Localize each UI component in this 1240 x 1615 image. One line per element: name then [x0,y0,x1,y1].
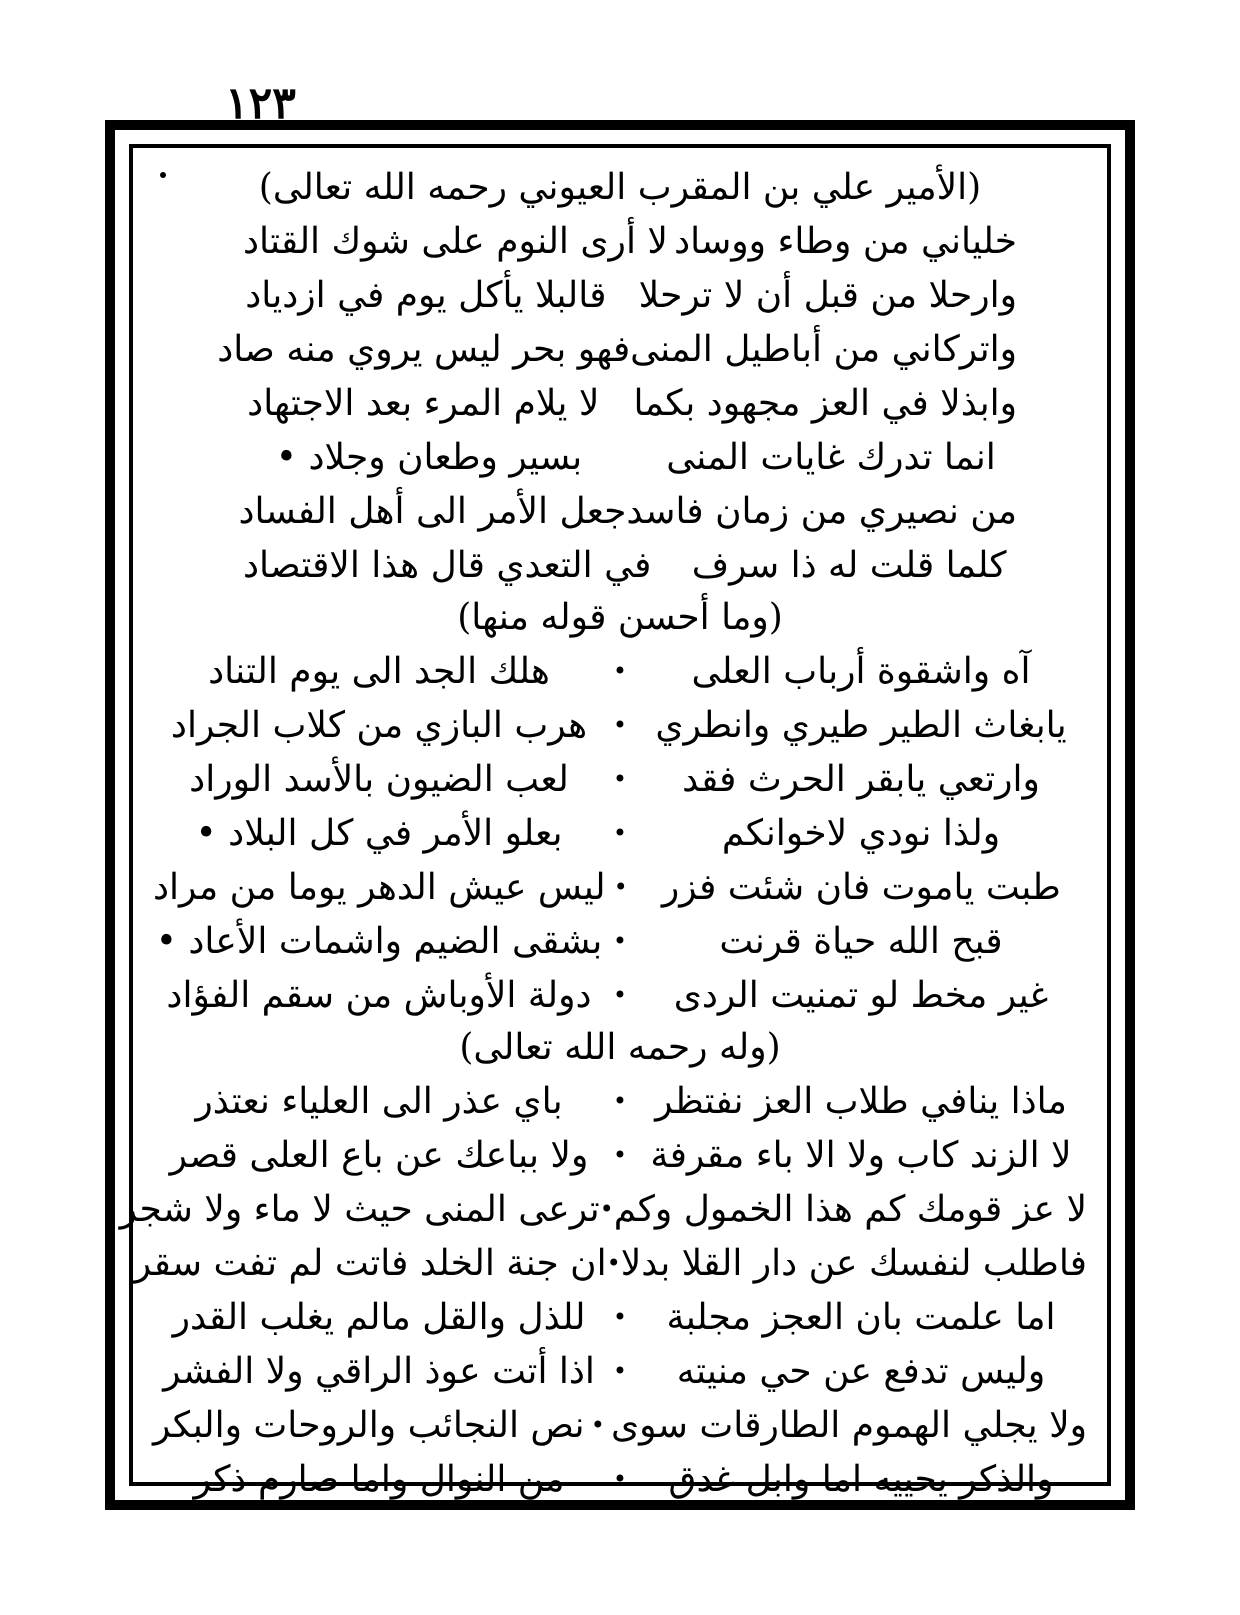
verse-line [153,538,1087,592]
verse-line [153,968,1087,1022]
inner-frame [119,144,1111,1500]
verse-line [153,430,1087,484]
verse-separator: • [606,1249,621,1277]
first-hemistich: يابغاث الطير طيري وانطري [655,704,1067,746]
verse-line [153,1128,1087,1182]
first-hemistich: واتركاني من أباطيل المنى [630,328,1017,370]
verse-line [153,698,1087,752]
page-number: ١٢٣ [225,78,296,129]
verse-separator: • [612,1303,628,1331]
first-hemistich: آه واشقوة أرباب العلى [691,650,1031,692]
verse-line [153,1074,1087,1128]
verse-separator: • [613,873,628,901]
first-hemistich: ماذا ينافي طلاب العز نفتظر [655,1080,1067,1122]
second-hemistich: ترعى المنى حيث لا ماء ولا شجر [119,1188,600,1230]
second-hemistich: فهو بحر ليس يروي منه صاد [217,328,631,370]
second-hemistich: قالبلا يأكل يوم في ازدياد [245,274,607,316]
first-hemistich: وابذلا في العز مجهود بكما [633,382,1017,424]
verse-separator: • [612,711,628,739]
second-hemistich: لا يلام المرء بعد الاجتهاد [247,382,600,424]
verse-line [153,214,1087,268]
poem-section [119,1022,1087,1506]
second-hemistich: دولة الأوباش من سقم الفؤاد [166,974,592,1016]
verse-line [153,268,1087,322]
first-hemistich: انما تدرك غايات المنى [666,436,996,478]
second-hemistich: اذا أتت عوذ الراقي ولا الفشر [163,1350,595,1392]
verse-line [133,1236,1087,1290]
second-hemistich: هلك الجد الى يوم التناد [208,650,550,692]
first-hemistich: قبح الله حياة قرنت [719,920,1003,962]
second-hemistich: ان جنة الخلد فاتت لم تفت سقر [133,1242,607,1284]
verse-separator: • [612,981,628,1009]
verse-line [153,322,1087,376]
first-hemistich: خلياني من وطاء ووساد [674,220,1017,262]
first-hemistich: من نصيري من زمان فاسد [626,490,1017,532]
verse-separator: • [612,1357,628,1385]
second-hemistich: بشقى الضيم واشمات الأعاد • [155,920,603,962]
section-heading: (وله رحمه الله تعالى) [459,1027,781,1068]
poem-section [153,162,1087,592]
section-heading: (الأمير علي بن المقرب العيوني رحمه الله تعالى) [258,167,982,208]
second-hemistich: باي عذر الى العلياء نعتذر [195,1080,563,1122]
second-hemistich: في التعدي قال هذا الاقتصاد [243,544,652,586]
verse-line [153,1290,1087,1344]
verse-line [153,860,1087,914]
page-frame [105,120,1135,1510]
first-hemistich: لا الزند كاب ولا الا باء مقرفة [650,1134,1072,1176]
second-hemistich: هرب البازي من كلاب الجراد [170,704,588,746]
second-hemistich: بسير وطعان وجلاد • [275,436,583,478]
first-hemistich: وليس تدفع عن حي منيته [676,1350,1046,1392]
verse-line [153,1398,1087,1452]
second-hemistich: من النوال واما صارم ذكر [193,1458,565,1500]
second-hemistich: لعب الضيون بالأسد الوراد [189,758,569,800]
second-hemistich: ولا بباعك عن باع العلى قصر [169,1134,589,1176]
first-hemistich: ولا يجلي الهموم الطارقات سوى [611,1404,1087,1446]
first-hemistich: وارحلا من قبل أن لا ترحلا [638,274,1017,316]
first-hemistich: طبت ياموت فان شئت فزر [661,866,1061,908]
verse-line [153,376,1087,430]
first-hemistich: كلما قلت له ذا سرف [691,544,1007,586]
first-hemistich: ولذا نودي لاخوانكم [721,812,1001,854]
verse-line [119,1182,1087,1236]
verse-line [153,484,1087,538]
verse-line [153,1344,1087,1398]
first-hemistich: فاطلب لنفسك عن دار القلا بدلا [620,1242,1087,1284]
first-hemistich: وارتعي يابقر الحرث فقد [682,758,1040,800]
second-hemistich: بعلو الأمر في كل البلاد • [195,812,563,854]
first-hemistich: والذكر يحييه اما وابل غدق [668,1458,1054,1500]
first-hemistich: لا عز قومك كم هذا الخمول وكم [613,1188,1087,1230]
verse-separator: • [612,1087,628,1115]
second-hemistich: ليس عيش الدهر يوما من مراد [153,866,606,908]
verse-separator: • [612,657,628,685]
verse-separator: • [612,819,628,847]
first-hemistich: غير مخط لو تمنيت الردى [673,974,1049,1016]
verse-line [153,806,1087,860]
verse-line [153,752,1087,806]
second-hemistich: نص النجائب والروحات والبكر [153,1404,585,1446]
verse-separator: • [590,1411,605,1439]
poem-content [119,162,1087,1500]
verse-separator: • [612,765,628,793]
verse-separator: • [612,1465,628,1493]
first-hemistich: اما علمت بان العجز مجلبة [666,1296,1056,1338]
verse-separator: • [612,1141,628,1169]
verse-separator: • [612,927,628,955]
verse-line [153,644,1087,698]
verse-line [153,914,1087,968]
verse-line [153,1452,1087,1506]
verse-separator: • [599,1195,614,1223]
second-hemistich: للذل والقل مالم يغلب القدر [172,1296,586,1338]
poem-section [153,592,1087,1022]
second-hemistich: لا أرى النوم على شوك القتاد [243,220,668,262]
second-hemistich: جعل الأمر الى أهل الفساد [238,490,627,532]
section-heading: (وما أحسن قوله منها) [457,597,783,638]
